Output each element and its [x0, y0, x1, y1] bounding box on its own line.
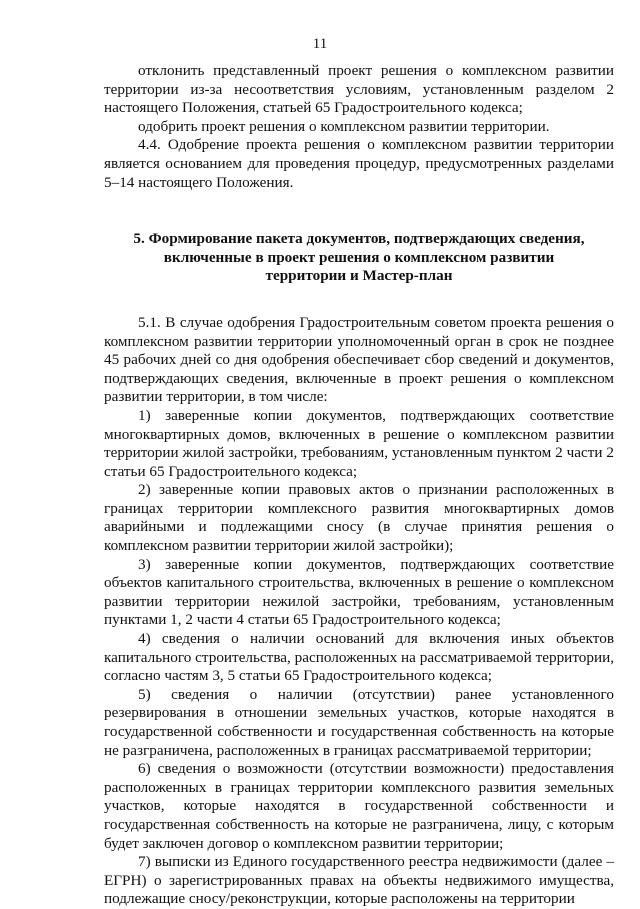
section-heading-line: включенные в проект решения о комплексном развитии: [163, 248, 555, 266]
page-number: 11: [312, 36, 328, 52]
list-item-3: 3) заверенные копии документов, подтверждающих соответствие объектов капитального строительства, включенных в решение о комплексном развитии территории нежилой застройки, требованиям, установленным пунктами 1, 2 части 4 статьи 65 Градостроительного кодекса;: [104, 555, 614, 629]
paragraph-approve-option: одобрить проект решения о комплексном развитии территории.: [138, 117, 550, 135]
list-item-2: 2) заверенные копии правовых актов о признании расположенных в границах территории комплексного развития многоквартирных домов аварийными и подлежащими сносу (в случае принятия решения о комплексном развитии территории жилой застройки);: [104, 481, 614, 555]
list-item-4: 4) сведения о наличии оснований для включения иных объектов капитального строительства, расположенных на рассматриваемой территории, согласно частям 3, 5 статьи 65 Градостроительного кодекса;: [104, 630, 614, 685]
list-item-5: 5) сведения о наличии (отсутствии) ранее установленного резервирования в отношении земельных участков, которые находятся в государственной собственности и государственная собственность на которые не разграничена, расположенных в границах рассматриваемой территории;: [104, 685, 614, 759]
document-body: [104, 62, 614, 909]
paragraph-4-4: 4.4. Одобрение проекта решения о комплексном развитии территории является основанием для проведения процедур, предусмотренных разделами 5–14 настоящего Положения.: [104, 136, 614, 191]
list-item-7: 7) выписки из Единого государственного реестра недвижимости (далее – ЕГРН) о зарегистрированных правах на объекты недвижимого имущества, подлежащие сносу/реконструкции, которые расположены на территории: [104, 853, 614, 908]
section-heading-line: территории и Мастер-план: [265, 267, 453, 285]
list-item-6: 6) сведения о возможности (отсутствии возможности) предоставления расположенных в границах территории комплексного развития земельных участков, которые находятся в государственной собственности и государственная собственность на которые не разграничена, лицу, с которым будет заключен договор о комплексном развитии территории;: [104, 760, 614, 852]
section-5-heading: [104, 230, 614, 286]
paragraph-reject-option: отклонить представленный проект решения о комплексном развитии территории из-за несоответствия условиям, установленным разделом 2 настоящего Положения, статьей 65 Градостроительного кодекса;: [104, 62, 614, 117]
section-heading-line: 5. Формирование пакета документов, подтверждающих сведения,: [133, 230, 585, 248]
list-item-1: 1) заверенные копии документов, подтверждающих соответствие многоквартирных домов, включенных в решение о комплексном развитии территории жилой застройки, требованиям, установленным пунктом 2 части 2 статьи 65 Градостроительного кодекса;: [104, 406, 614, 480]
paragraph-5-1: 5.1. В случае одобрения Градостроительным советом проекта решения о комплексном развитии территории уполномоченный орган в срок не позднее 45 рабочих дней со дня одобрения обеспечивает сбор сведений и документов, подтверждающих сведения, включенные в проект решения о комплексном развитии территории, в том числе:: [104, 313, 614, 406]
